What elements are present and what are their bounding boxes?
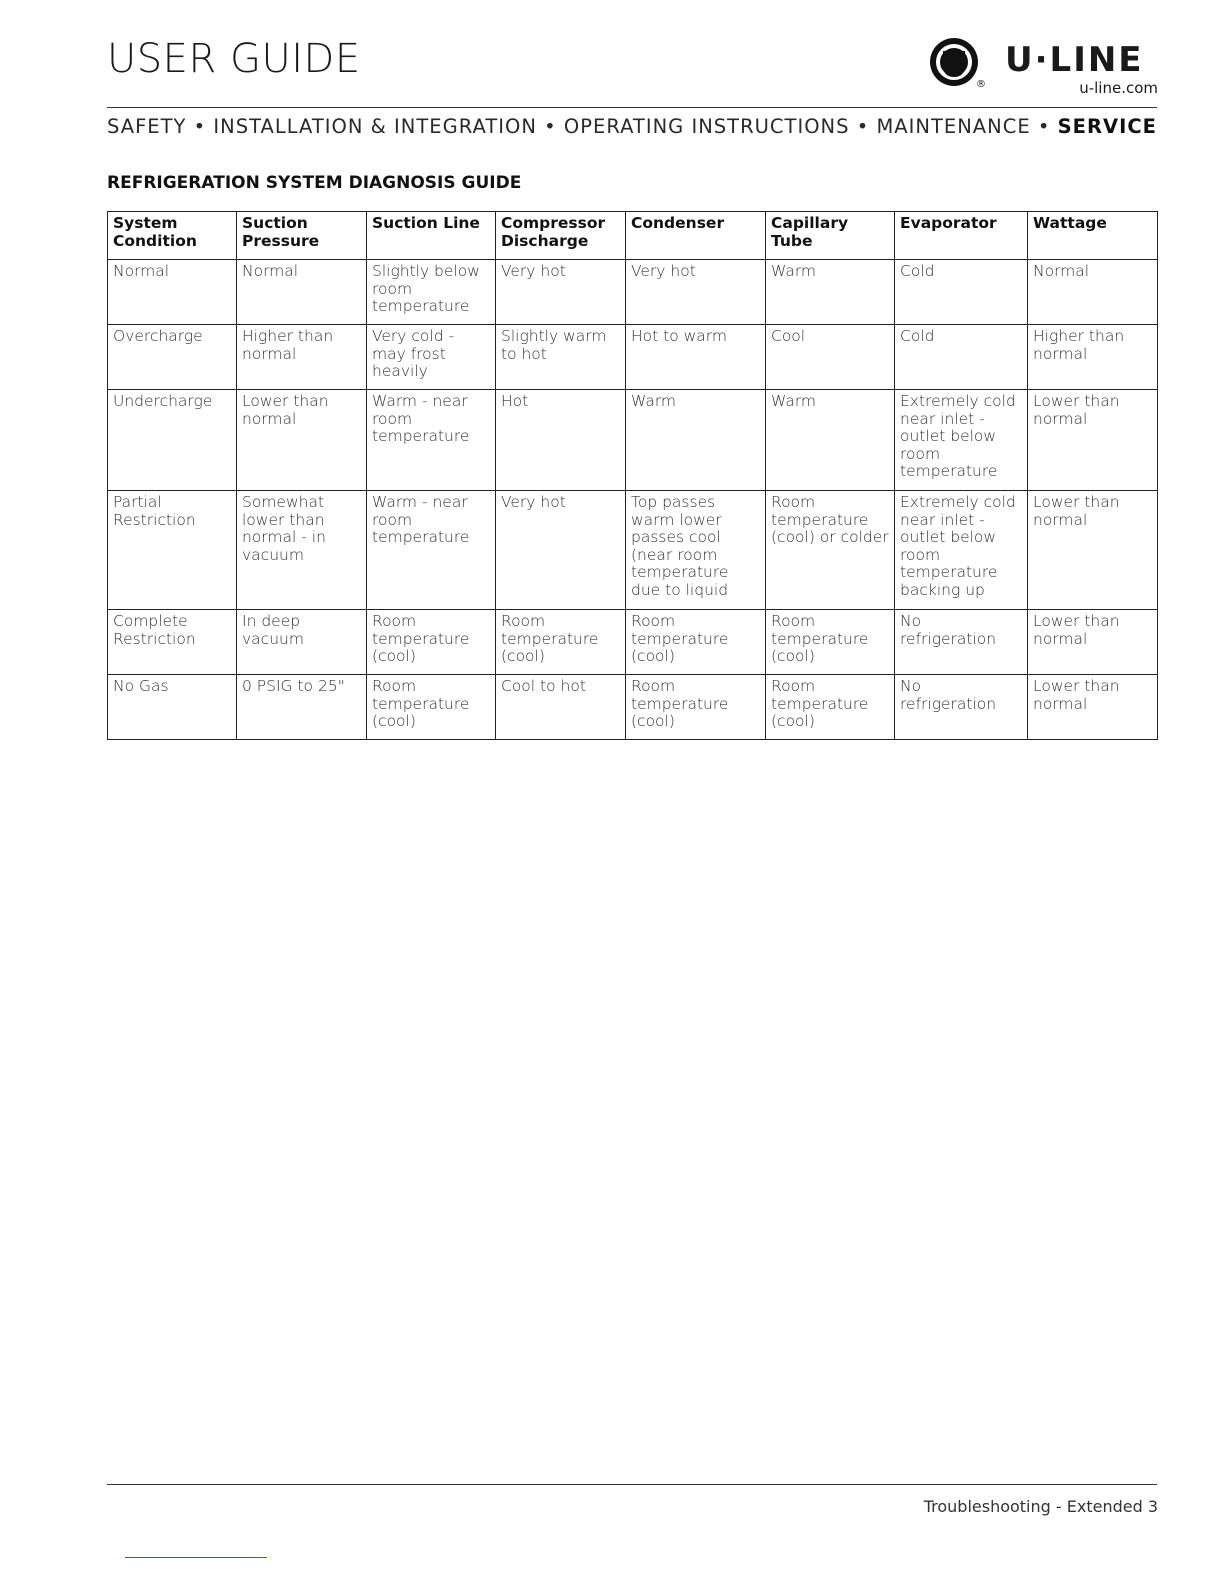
table-cell: Lower than normal (1028, 390, 1158, 491)
table-cell: Cold (895, 260, 1028, 325)
table-cell: Higher than normal (237, 325, 367, 390)
table-cell: Lower than normal (1028, 675, 1158, 740)
header-divider (107, 107, 1157, 108)
page-title: USER GUIDE (107, 36, 361, 82)
column-header: Compressor Discharge (496, 212, 626, 260)
table-header-row (108, 212, 1158, 260)
table-cell: In deep vacuum (237, 610, 367, 675)
column-header: Evaporator (895, 212, 1028, 260)
nav-item-operating: OPERATING INSTRUCTIONS (563, 115, 850, 138)
table-cell: No refrigeration (895, 675, 1028, 740)
table-cell: Lower than normal (237, 390, 367, 491)
table-cell: Normal (237, 260, 367, 325)
table-cell: Room temperature (cool) (766, 675, 895, 740)
brand-name: U·LINE (1005, 40, 1144, 80)
table-cell: Cool (766, 325, 895, 390)
nav-separator: • (856, 115, 870, 138)
nav-separator: • (1037, 115, 1051, 138)
nav-separator: • (193, 115, 207, 138)
column-header: Suction Pressure (237, 212, 367, 260)
column-header: Condenser (626, 212, 766, 260)
nav-item-maintenance: MAINTENANCE (876, 115, 1031, 138)
table-cell: Extremely cold near inlet - outlet below room temperature backing up (895, 491, 1028, 610)
table-cell: Partial Restriction (108, 491, 237, 610)
section-nav (107, 115, 1157, 138)
table-cell: Warm - near room temperature (367, 491, 496, 610)
table-cell: Hot to warm (626, 325, 766, 390)
table-cell: Cool to hot (496, 675, 626, 740)
nav-item-installation: INSTALLATION & INTEGRATION (213, 115, 537, 138)
section-heading: REFRIGERATION SYSTEM DIAGNOSIS GUIDE (107, 173, 522, 193)
table-cell: Hot (496, 390, 626, 491)
table-cell: No Gas (108, 675, 237, 740)
table-cell: Very hot (626, 260, 766, 325)
table-cell: Warm (766, 260, 895, 325)
table-cell: Extremely cold near inlet - outlet below room temperature (895, 390, 1028, 491)
table-cell: Room temperature (cool) (626, 675, 766, 740)
table-row (108, 325, 1158, 390)
nav-separator: • (544, 115, 557, 138)
page-footer: Troubleshooting - Extended 3 (923, 1497, 1158, 1516)
table-cell: Slightly below room temperature (367, 260, 496, 325)
table-cell: Lower than normal (1028, 491, 1158, 610)
footer-link-underline[interactable] (125, 1557, 267, 1558)
nav-item-safety: SAFETY (107, 115, 187, 138)
table-cell: Complete Restriction (108, 610, 237, 675)
table-cell: 0 PSIG to 25" (237, 675, 367, 740)
table-cell: Normal (1028, 260, 1158, 325)
table-cell: Room temperature (cool) (626, 610, 766, 675)
nav-item-service: SERVICE (1057, 115, 1157, 138)
column-header: Capillary Tube (766, 212, 895, 260)
table-cell: Normal (108, 260, 237, 325)
table-cell: Room temperature (cool) (367, 610, 496, 675)
table-cell: Very cold - may frost heavily (367, 325, 496, 390)
table-row (108, 675, 1158, 740)
table-cell: Room temperature (cool) (496, 610, 626, 675)
table-row (108, 491, 1158, 610)
table-cell: Somewhat lower than normal - in vacuum (237, 491, 367, 610)
table-cell: Slightly warm to hot (496, 325, 626, 390)
table-cell: Room temperature (cool) (766, 610, 895, 675)
column-header: Wattage (1028, 212, 1158, 260)
column-header: System Condition (108, 212, 237, 260)
table-cell: Very hot (496, 491, 626, 610)
table-cell: Undercharge (108, 390, 237, 491)
table-cell: Top passes warm lower passes cool (near room temperature due to liquid (626, 491, 766, 610)
table-cell: Warm (626, 390, 766, 491)
table-cell: Room temperature (cool) or colder (766, 491, 895, 610)
table-cell: Cold (895, 325, 1028, 390)
table-cell: Warm - near room temperature (367, 390, 496, 491)
table-cell: Room temperature (cool) (367, 675, 496, 740)
table-cell: Very hot (496, 260, 626, 325)
table-cell: Warm (766, 390, 895, 491)
table-cell: Overcharge (108, 325, 237, 390)
table-cell: Lower than normal (1028, 610, 1158, 675)
table-row (108, 390, 1158, 491)
table-row (108, 610, 1158, 675)
column-header: Suction Line (367, 212, 496, 260)
table-row (108, 260, 1158, 325)
table-cell: No refrigeration (895, 610, 1028, 675)
footer-divider (107, 1484, 1157, 1485)
table-cell: Higher than normal (1028, 325, 1158, 390)
diagnosis-table (107, 211, 1158, 740)
brand-url[interactable]: u-line.com (1079, 79, 1158, 97)
registered-mark: ® (976, 79, 986, 90)
